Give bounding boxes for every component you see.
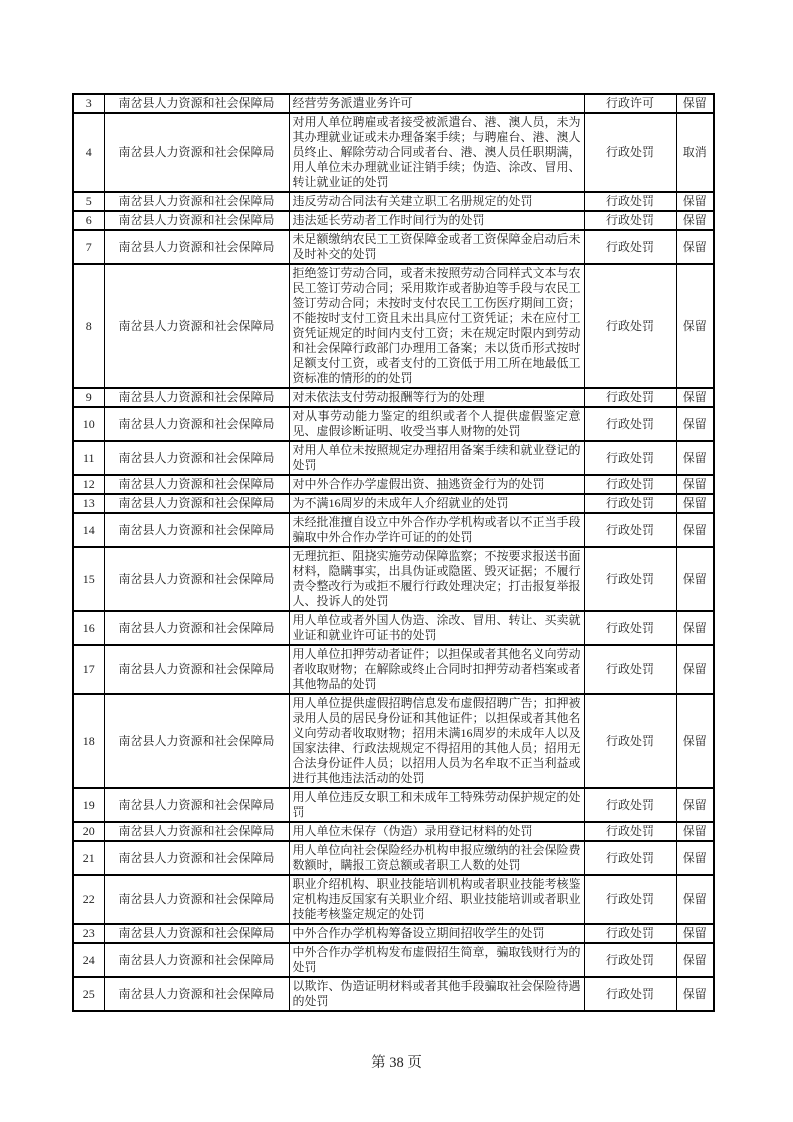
table-row <box>73 547 714 611</box>
decision-cell: 保留 <box>676 264 714 388</box>
table-row <box>73 192 714 211</box>
category-cell: 行政处罚 <box>584 407 676 441</box>
row-number-cell: 9 <box>73 388 104 407</box>
item-name-cell: 用人单位违反女职工和未成年工特殊劳动保护规定的处罚 <box>289 788 584 822</box>
row-number-cell: 20 <box>73 822 104 841</box>
category-cell: 行政处罚 <box>584 943 676 977</box>
table-row <box>73 841 714 875</box>
decision-cell: 保留 <box>676 441 714 475</box>
table-row <box>73 924 714 943</box>
department-cell: 南岔县人力资源和社会保障局 <box>104 494 289 513</box>
item-name-cell: 违法延长劳动者工作时间行为的处罚 <box>289 211 584 230</box>
item-name-cell: 用人单位扣押劳动者证件；以担保或者其他名义向劳动者收取财物；在解除或终止合同时扣押劳动者档案或者其他物品的处罚 <box>289 645 584 694</box>
department-cell: 南岔县人力资源和社会保障局 <box>104 211 289 230</box>
category-cell: 行政处罚 <box>584 113 676 192</box>
category-cell: 行政处罚 <box>584 875 676 924</box>
row-number-cell: 18 <box>73 694 104 788</box>
table-row <box>73 611 714 645</box>
decision-cell: 保留 <box>676 788 714 822</box>
table-row <box>73 230 714 264</box>
decision-cell: 保留 <box>676 94 714 113</box>
category-cell: 行政处罚 <box>584 230 676 264</box>
category-cell: 行政处罚 <box>584 441 676 475</box>
category-cell: 行政处罚 <box>584 547 676 611</box>
category-cell: 行政处罚 <box>584 388 676 407</box>
row-number-cell: 7 <box>73 230 104 264</box>
category-cell: 行政处罚 <box>584 645 676 694</box>
item-name-cell: 无理抗拒、阻挠实施劳动保障监察；不按要求报送书面材料，隐瞒事实，出具伪证或隐匿、毁灭证据；不履行责令整改行为或拒不履行行政处理决定；打击报复举报人、投诉人的处罚 <box>289 547 584 611</box>
item-name-cell: 对用人单位聘雇或者接受被派遣台、港、澳人员，未为其办理就业证或未办理备案手续；与聘雇台、港、澳人员终止、解除劳动合同或者台、港、澳人员任职期满，用人单位未办理就业证注销手续；伪造、涂改、冒用、转让就业证的处罚 <box>289 113 584 192</box>
department-cell: 南岔县人力资源和社会保障局 <box>104 407 289 441</box>
row-number-cell: 17 <box>73 645 104 694</box>
table-row <box>73 513 714 547</box>
row-number-cell: 4 <box>73 113 104 192</box>
category-cell: 行政处罚 <box>584 611 676 645</box>
decision-cell: 保留 <box>676 977 714 1011</box>
item-name-cell: 对用人单位未按照规定办理招用备案手续和就业登记的处罚 <box>289 441 584 475</box>
decision-cell: 保留 <box>676 645 714 694</box>
item-name-cell: 违反劳动合同法有关建立职工名册规定的处罚 <box>289 192 584 211</box>
row-number-cell: 13 <box>73 494 104 513</box>
decision-cell: 保留 <box>676 230 714 264</box>
item-name-cell: 用人单位未保存（伪造）录用登记材料的处罚 <box>289 822 584 841</box>
department-cell: 南岔县人力资源和社会保障局 <box>104 475 289 494</box>
row-number-cell: 8 <box>73 264 104 388</box>
row-number-cell: 6 <box>73 211 104 230</box>
department-cell: 南岔县人力资源和社会保障局 <box>104 977 289 1011</box>
decision-cell: 保留 <box>676 388 714 407</box>
item-name-cell: 对中外合作办学虚假出资、抽逃资金行为的处罚 <box>289 475 584 494</box>
row-number-cell: 22 <box>73 875 104 924</box>
category-cell: 行政处罚 <box>584 513 676 547</box>
decision-cell: 保留 <box>676 924 714 943</box>
decision-cell: 保留 <box>676 875 714 924</box>
category-cell: 行政处罚 <box>584 494 676 513</box>
decision-cell: 保留 <box>676 407 714 441</box>
row-number-cell: 14 <box>73 513 104 547</box>
table-row <box>73 264 714 388</box>
item-name-cell: 对未依法支付劳动报酬等行为的处理 <box>289 388 584 407</box>
table-row <box>73 645 714 694</box>
item-name-cell: 未足额缴纳农民工工资保障金或者工资保障金启动后未及时补交的处罚 <box>289 230 584 264</box>
item-name-cell: 用人单位向社会保险经办机构申报应缴纳的社会保险费数额时，瞒报工资总额或者职工人数的处罚 <box>289 841 584 875</box>
department-cell: 南岔县人力资源和社会保障局 <box>104 513 289 547</box>
row-number-cell: 10 <box>73 407 104 441</box>
table-row <box>73 875 714 924</box>
category-cell: 行政处罚 <box>584 211 676 230</box>
department-cell: 南岔县人力资源和社会保障局 <box>104 94 289 113</box>
items-table-body <box>73 94 714 1011</box>
department-cell: 南岔县人力资源和社会保障局 <box>104 841 289 875</box>
row-number-cell: 15 <box>73 547 104 611</box>
row-number-cell: 16 <box>73 611 104 645</box>
row-number-cell: 21 <box>73 841 104 875</box>
table-row <box>73 494 714 513</box>
department-cell: 南岔县人力资源和社会保障局 <box>104 547 289 611</box>
table-row <box>73 788 714 822</box>
category-cell: 行政处罚 <box>584 264 676 388</box>
row-number-cell: 11 <box>73 441 104 475</box>
table-row <box>73 388 714 407</box>
table-row <box>73 94 714 113</box>
category-cell: 行政处罚 <box>584 841 676 875</box>
department-cell: 南岔县人力资源和社会保障局 <box>104 192 289 211</box>
category-cell: 行政处罚 <box>584 977 676 1011</box>
decision-cell: 保留 <box>676 475 714 494</box>
department-cell: 南岔县人力资源和社会保障局 <box>104 264 289 388</box>
item-name-cell: 中外合作办学机构筹备设立期间招收学生的处罚 <box>289 924 584 943</box>
category-cell: 行政处罚 <box>584 475 676 494</box>
item-name-cell: 用人单位或者外国人伪造、涂改、冒用、转让、买卖就业证和就业许可证书的处罚 <box>289 611 584 645</box>
department-cell: 南岔县人力资源和社会保障局 <box>104 875 289 924</box>
department-cell: 南岔县人力资源和社会保障局 <box>104 694 289 788</box>
department-cell: 南岔县人力资源和社会保障局 <box>104 113 289 192</box>
page-number: 第 38 页 <box>371 1055 422 1071</box>
decision-cell: 保留 <box>676 611 714 645</box>
department-cell: 南岔县人力资源和社会保障局 <box>104 822 289 841</box>
row-number-cell: 5 <box>73 192 104 211</box>
decision-cell: 保留 <box>676 694 714 788</box>
decision-cell: 保留 <box>676 547 714 611</box>
table-row <box>73 943 714 977</box>
category-cell: 行政处罚 <box>584 694 676 788</box>
table-row <box>73 977 714 1011</box>
decision-cell: 取消 <box>676 113 714 192</box>
table-row <box>73 694 714 788</box>
item-name-cell: 未经批准擅自设立中外合作办学机构或者以不正当手段骗取中外合作办学许可证的的处罚 <box>289 513 584 547</box>
table-row <box>73 441 714 475</box>
department-cell: 南岔县人力资源和社会保障局 <box>104 645 289 694</box>
item-name-cell: 用人单位提供虚假招聘信息发布虚假招聘广告；扣押被录用人员的居民身份证和其他证件；以担保或者其他名义向劳动者收取财物；招用未满16周岁的未成年人以及国家法律、行政法规规定不得招用的其他人员；招用无合法身份证件人员；以招用人员为名牟取不正当利益或进行其他违法活动的处罚 <box>289 694 584 788</box>
decision-cell: 保留 <box>676 943 714 977</box>
item-name-cell: 对从事劳动能力鉴定的组织或者个人提供虚假鉴定意见、虚假诊断证明、收受当事人财物的处罚 <box>289 407 584 441</box>
department-cell: 南岔县人力资源和社会保障局 <box>104 788 289 822</box>
item-name-cell: 拒绝签订劳动合同，或者未按照劳动合同样式文本与农民工签订劳动合同；采用欺诈或者胁迫等手段与农民工签订劳动合同；未按时支付农民工工伤医疗期间工资；不能按时支付工资且未出具应付工资凭证；未在应付工资凭证规定的时间内支付工资；未在规定时限内到劳动和社会保障行政部门办理用工备案；未以货币形式按时足额支付工资，或者支付的工资低于用工所在地最低工资标准的情形的的处罚 <box>289 264 584 388</box>
row-number-cell: 3 <box>73 94 104 113</box>
department-cell: 南岔县人力资源和社会保障局 <box>104 943 289 977</box>
category-cell: 行政处罚 <box>584 788 676 822</box>
department-cell: 南岔县人力资源和社会保障局 <box>104 924 289 943</box>
row-number-cell: 25 <box>73 977 104 1011</box>
decision-cell: 保留 <box>676 822 714 841</box>
table-row <box>73 113 714 192</box>
decision-cell: 保留 <box>676 211 714 230</box>
department-cell: 南岔县人力资源和社会保障局 <box>104 611 289 645</box>
items-table <box>72 93 715 1012</box>
category-cell: 行政许可 <box>584 94 676 113</box>
table-row <box>73 211 714 230</box>
row-number-cell: 19 <box>73 788 104 822</box>
decision-cell: 保留 <box>676 192 714 211</box>
table-row <box>73 475 714 494</box>
category-cell: 行政处罚 <box>584 924 676 943</box>
table-row <box>73 822 714 841</box>
item-name-cell: 经营劳务派遣业务许可 <box>289 94 584 113</box>
row-number-cell: 24 <box>73 943 104 977</box>
decision-cell: 保留 <box>676 513 714 547</box>
department-cell: 南岔县人力资源和社会保障局 <box>104 441 289 475</box>
item-name-cell: 以欺诈、伪造证明材料或者其他手段骗取社会保险待遇的处罚 <box>289 977 584 1011</box>
item-name-cell: 为不满16周岁的未成年人介绍就业的处罚 <box>289 494 584 513</box>
decision-cell: 保留 <box>676 494 714 513</box>
item-name-cell: 中外合作办学机构发布虚假招生简章，骗取钱财行为的处罚 <box>289 943 584 977</box>
department-cell: 南岔县人力资源和社会保障局 <box>104 388 289 407</box>
decision-cell: 保留 <box>676 841 714 875</box>
item-name-cell: 职业介绍机构、职业技能培训机构或者职业技能考核鉴定机构违反国家有关职业介绍、职业技能培训或者职业技能考核鉴定规定的处罚 <box>289 875 584 924</box>
row-number-cell: 23 <box>73 924 104 943</box>
department-cell: 南岔县人力资源和社会保障局 <box>104 230 289 264</box>
row-number-cell: 12 <box>73 475 104 494</box>
category-cell: 行政处罚 <box>584 192 676 211</box>
category-cell: 行政处罚 <box>584 822 676 841</box>
table-row <box>73 407 714 441</box>
